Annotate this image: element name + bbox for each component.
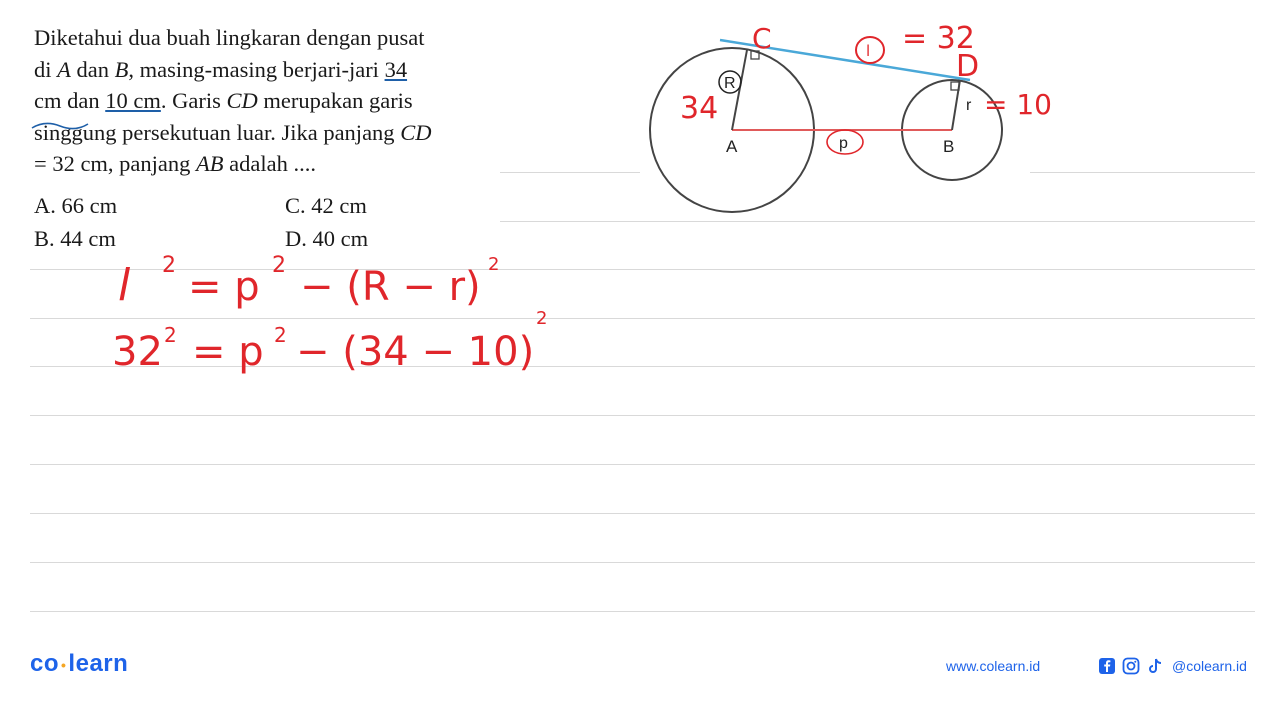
problem-line: singgung persekutuan luar. Jika panjang CD [34, 119, 432, 145]
ruled-line [30, 464, 1255, 465]
underline-squiggle [30, 118, 90, 132]
label-a: A [726, 137, 738, 156]
tiktok-icon[interactable] [1146, 657, 1164, 675]
option-b: B. 44 cm [34, 226, 116, 251]
ruled-line [500, 221, 1255, 222]
radius-10: 10 cm [105, 88, 161, 113]
eq1-rest: = p [188, 264, 260, 310]
logo-learn: learn [68, 650, 129, 677]
hand-d: D [956, 49, 980, 84]
hand-l-eq: = 32 [902, 21, 975, 56]
radius-34: 34 [384, 56, 408, 82]
social-handle[interactable]: @colearn.id [1172, 658, 1247, 674]
logo-dot: • [61, 656, 67, 673]
eq2-rest: = p [192, 329, 264, 375]
option-c: C. 42 cm [285, 193, 367, 218]
hand-l: l [866, 42, 871, 60]
label-small-r: r [966, 97, 972, 114]
hand-34: 34 [680, 91, 719, 126]
problem-line: cm dan 10 cm. Garis CD merupakan garis [34, 88, 413, 113]
label-p: p [839, 135, 848, 152]
eq1-sq3: 2 [488, 254, 500, 275]
eq2-left: 32 [112, 329, 163, 375]
label-b: B [943, 137, 955, 156]
facebook-icon[interactable] [1098, 657, 1116, 675]
handwritten-work [100, 240, 580, 380]
problem-line: Diketahui dua buah lingkaran dengan pusat [34, 25, 425, 50]
eq1-tail: − (R − r) [300, 264, 481, 310]
instagram-icon[interactable] [1122, 657, 1140, 675]
ruled-line [1030, 172, 1255, 173]
website-link[interactable]: www.colearn.id [946, 658, 1041, 674]
problem-statement [34, 22, 504, 180]
option-d: D. 40 cm [285, 226, 369, 251]
eq2-tail: − (34 − 10) [296, 329, 535, 375]
eq1-sq2: 2 [272, 253, 286, 278]
eq2-sq3: 2 [536, 308, 548, 329]
ruled-line [30, 562, 1255, 563]
eq1-sq: 2 [162, 253, 176, 278]
eq1-l: l [118, 260, 131, 311]
ruled-line [30, 513, 1255, 514]
ruled-line [30, 611, 1255, 612]
eq2-sq: 2 [164, 323, 177, 347]
social-links [1098, 655, 1247, 677]
colearn-logo[interactable] [30, 650, 128, 678]
option-a: A. 66 cm [34, 193, 118, 218]
label-big-r: R [724, 75, 736, 92]
hand-r-eq: = 10 [984, 88, 1052, 121]
ruled-line [500, 172, 640, 173]
ruled-line [30, 415, 1255, 416]
logo-co: co [30, 650, 60, 677]
eq2-sq2: 2 [274, 323, 287, 347]
problem-line: di A dan B, masing-masing berjari-jari 34 [34, 56, 408, 82]
problem-line: = 32 cm, panjang AB adalah .... [34, 151, 316, 176]
hand-c: C [752, 22, 772, 55]
circles-diagram [640, 10, 1060, 220]
